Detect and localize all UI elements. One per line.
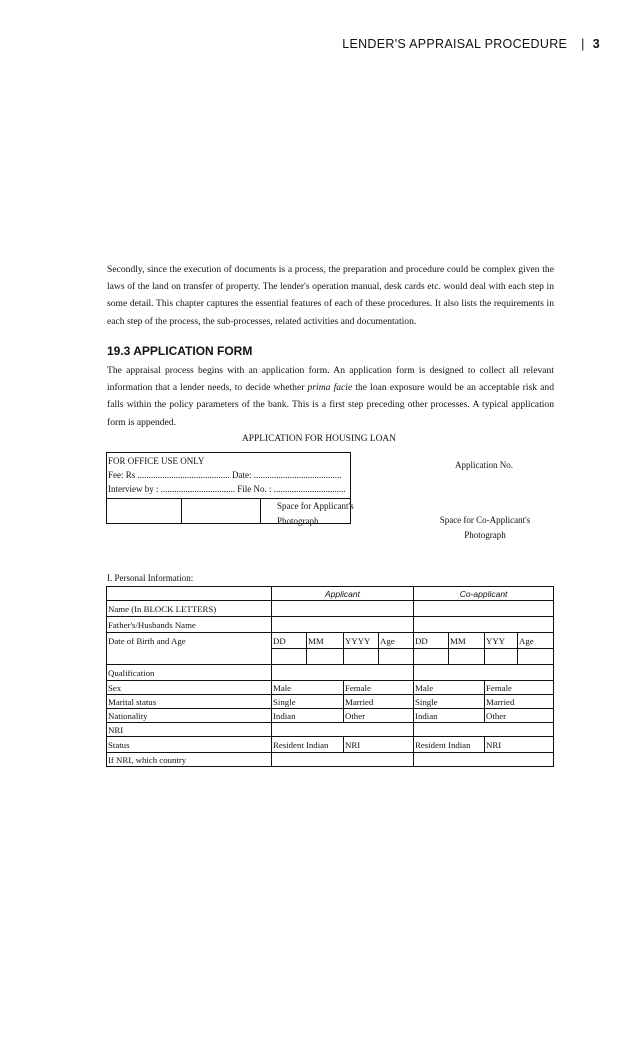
applicant-mm-field[interactable] [307,649,344,665]
coapplicant-age-field[interactable] [518,649,554,665]
table-row [107,709,554,723]
applicant-married-option[interactable]: Married [344,695,414,709]
dob-blank-cell [107,649,272,665]
applicant-yyyy-field[interactable] [344,649,379,665]
office-use-box [106,452,354,526]
office-cell-divider-1 [181,498,182,523]
qualification-label: Qualification [107,665,272,681]
table-row [107,695,554,709]
applicant-mm-label: MM [307,633,344,649]
form-title: APPLICATION FOR HOUSING LOAN [242,434,396,444]
header-separator: | [581,37,585,51]
status-label: Status [107,737,272,753]
coapplicant-yyy-label: YYY [485,633,518,649]
coapplicant-photo-space [405,513,565,543]
applicant-yyyy-label: YYYY [344,633,379,649]
coapplicant-single-option[interactable]: Single [414,695,485,709]
applicant-dd-label: DD [272,633,307,649]
personal-info-label: I. Personal Information: [107,573,194,583]
applicant-father-name-field[interactable] [272,617,414,633]
table-row [107,601,554,617]
table-row [107,723,554,737]
coapplicant-name-field[interactable] [414,601,554,617]
coapplicant-qualification-field[interactable] [414,665,554,681]
nri-label: NRI [107,723,272,737]
section-heading: 19.3 APPLICATION FORM [107,344,253,358]
coapplicant-dd-field[interactable] [414,649,449,665]
nationality-label: Nationality [107,709,272,723]
coapplicant-father-name-field[interactable] [414,617,554,633]
personal-info-table [106,586,554,767]
coapplicant-indian-option[interactable]: Indian [414,709,485,723]
coapplicant-married-option[interactable]: Married [485,695,554,709]
applicant-female-option[interactable]: Female [344,681,414,695]
coapplicant-column-header: Co-applicant [414,587,554,601]
applicant-name-field[interactable] [272,601,414,617]
applicant-nri-field[interactable] [272,723,414,737]
coapplicant-resident-indian-option[interactable]: Resident Indian [414,737,485,753]
coapplicant-male-option[interactable]: Male [414,681,485,695]
table-row [107,633,554,649]
coapplicant-yyy-field[interactable] [485,649,518,665]
table-row [107,681,554,695]
applicant-other-option[interactable]: Other [344,709,414,723]
coapplicant-photo-label-2: Photograph [464,530,506,540]
applicant-age-label: Age [379,633,414,649]
interview-file-line: Interview by : ................................. File No. : ................................ [108,484,346,494]
coapplicant-female-option[interactable]: Female [485,681,554,695]
coapplicant-other-option[interactable]: Other [485,709,554,723]
coapplicant-photo-label-1: Space for Co-Applicant's [439,515,531,525]
coapplicant-dd-label: DD [414,633,449,649]
section-paragraph-italic: prima facie [307,382,353,394]
sex-label: Sex [107,681,272,695]
applicant-nri-option[interactable]: NRI [344,737,414,753]
table-row [107,665,554,681]
header-blank-cell [107,587,272,601]
page-number: 3 [592,37,600,51]
applicant-indian-option[interactable]: Indian [272,709,344,723]
table-row [107,737,554,753]
father-name-label: Father's/Husbands Name [107,617,272,633]
applicant-qualification-field[interactable] [272,665,414,681]
coapplicant-nri-field[interactable] [414,723,554,737]
section-paragraph-part1: The appraisal process begins with an application form. An application form is designed to collect all relevant information that a lender needs, to decide whether [107,365,554,394]
coapplicant-nri-country-field[interactable] [414,753,554,767]
table-header-row [107,587,554,601]
applicant-nri-country-field[interactable] [272,753,414,767]
applicant-resident-indian-option[interactable]: Resident Indian [272,737,344,753]
applicant-age-field[interactable] [379,649,414,665]
office-cell-divider-2 [260,498,261,523]
section-paragraph-part2: the loan exposure would be an acceptable risk and falls within the policy parameters of the bank. This is a first step preceding other processes. A typical application form is appended. [107,382,554,428]
applicant-single-option[interactable]: Single [272,695,344,709]
marital-status-label: Marital status [107,695,272,709]
header-title: LENDER'S APPRAISAL PROCEDURE [342,37,568,51]
coapplicant-mm-label: MM [449,633,485,649]
coapplicant-age-label: Age [518,633,554,649]
section-paragraph [107,362,554,431]
if-nri-country-label: If NRI, which country [107,753,272,767]
applicant-column-header: Applicant [272,587,414,601]
page-header [0,37,600,51]
applicant-photo-label-1: Space for Applicant's [277,501,354,511]
intro-paragraph: Secondly, since the execution of documents is a process, the preparation and procedure could be complex given the laws of the land on transfer of property. The lender's operation manual, desk cards etc. would deal with each step in some detail. This chapter captures the essential features of each of these procedures. It also lists the requirements in each step of the process, the sub-processes, related activities and documentation. [107,264,554,327]
coapplicant-mm-field[interactable] [449,649,485,665]
name-label: Name (In BLOCK LETTERS) [107,601,272,617]
office-use-label: FOR OFFICE USE ONLY [108,456,205,466]
table-row [107,753,554,767]
table-row [107,649,554,665]
office-divider [107,498,350,499]
applicant-photo-label-2: Photograph [277,516,319,526]
application-number-label: Application No. [455,460,513,470]
dob-label: Date of Birth and Age [107,633,272,649]
applicant-male-option[interactable]: Male [272,681,344,695]
coapplicant-nri-option[interactable]: NRI [485,737,554,753]
applicant-dd-field[interactable] [272,649,307,665]
fee-date-line: Fee: Rs ......................................... Date: ....................................... [108,470,342,480]
table-row [107,617,554,633]
